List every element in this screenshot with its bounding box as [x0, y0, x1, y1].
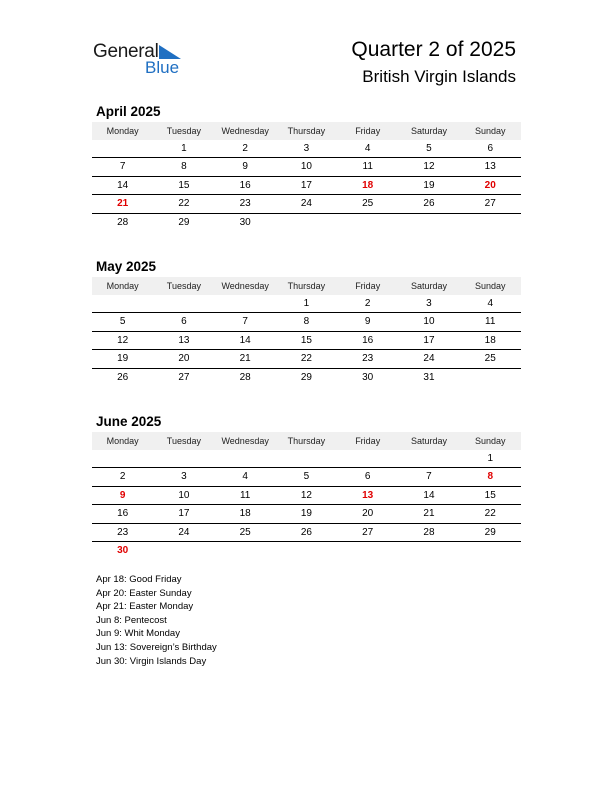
- day-cell: 8: [303, 316, 310, 328]
- day-cell: [153, 450, 214, 467]
- day-cell: 24: [178, 526, 190, 538]
- month-june: [92, 412, 521, 559]
- day-cell: 21: [239, 353, 251, 365]
- day-cell: [398, 542, 459, 559]
- day-cell: 5: [303, 471, 310, 483]
- week-row: [92, 295, 521, 313]
- day-cell: 29: [484, 526, 496, 538]
- month-title: April 2025: [96, 104, 161, 119]
- day-cell: 23: [239, 198, 251, 210]
- holiday-note: Apr 20: Easter Sunday: [96, 587, 192, 599]
- weekday-label: Friday: [355, 281, 381, 291]
- day-cell: 6: [181, 316, 187, 328]
- day-cell: 19: [300, 508, 312, 520]
- day-cell: [153, 295, 214, 312]
- day-cell: [215, 295, 276, 312]
- day-cell: 21: [423, 508, 435, 520]
- holiday-notes: [96, 573, 217, 668]
- page-subtitle: British Virgin Islands: [362, 67, 516, 86]
- day-cell: 13: [484, 161, 496, 173]
- day-cell: 29: [300, 371, 312, 383]
- holiday-note: Apr 18: Good Friday: [96, 574, 182, 585]
- day-cell: [92, 295, 153, 312]
- day-cell: 29: [178, 216, 190, 228]
- day-cell: 10: [300, 161, 312, 173]
- day-cell: 18: [239, 508, 251, 520]
- day-cell: 24: [423, 353, 435, 365]
- month-weeks: [92, 450, 521, 559]
- day-cell: 18: [484, 334, 496, 346]
- day-cell: [276, 542, 337, 559]
- day-cell: 14: [239, 334, 251, 346]
- holiday-note: Apr 21: Easter Monday: [96, 601, 194, 613]
- day-cell: 6: [487, 143, 493, 154]
- month-weeks: [92, 140, 521, 231]
- day-cell: 30: [239, 216, 251, 228]
- day-cell: 19: [423, 179, 435, 191]
- day-cell: 12: [117, 334, 129, 346]
- month-april: [92, 102, 521, 231]
- week-row: [92, 177, 521, 195]
- day-cell: 7: [119, 161, 126, 173]
- week-row: [92, 487, 521, 505]
- weekday-label: Monday: [106, 126, 139, 136]
- holiday-note: Jun 13: Sovereign’s Birthday: [96, 641, 217, 653]
- day-cell: 1: [181, 143, 187, 154]
- day-cell: 19: [117, 353, 129, 365]
- weekday-label: Friday: [355, 126, 381, 136]
- day-cell: 4: [364, 143, 371, 154]
- month-title: June 2025: [96, 414, 162, 429]
- weekday-label: Monday: [106, 436, 139, 446]
- day-cell: 13: [362, 489, 374, 501]
- day-cell: [460, 369, 521, 386]
- day-cell: [460, 542, 521, 559]
- day-cell: 27: [484, 198, 496, 210]
- holiday-note: Jun 9: Whit Monday: [96, 628, 180, 640]
- weekday-label: Sunday: [474, 436, 506, 446]
- day-cell: 15: [300, 334, 312, 346]
- week-row: [92, 158, 521, 176]
- day-cell: 27: [178, 371, 190, 383]
- day-cell: [337, 214, 398, 231]
- weekday-label: Tuesday: [166, 281, 201, 291]
- day-cell: 5: [119, 316, 126, 328]
- day-cell: 30: [362, 371, 374, 383]
- day-cell: 18: [362, 179, 374, 191]
- day-cell: 23: [117, 526, 129, 538]
- day-cell: [215, 542, 276, 559]
- day-cell: 4: [242, 471, 248, 483]
- week-row: [92, 524, 521, 542]
- day-cell: 22: [484, 508, 496, 520]
- week-row: [92, 332, 521, 350]
- day-cell: 20: [178, 353, 190, 365]
- week-row: [92, 350, 521, 368]
- day-cell: 17: [423, 334, 435, 346]
- day-cell: 14: [423, 489, 435, 501]
- day-cell: [92, 140, 153, 157]
- day-cell: 17: [178, 508, 190, 520]
- day-cell: 9: [364, 316, 371, 328]
- day-cell: 26: [300, 526, 312, 538]
- day-cell: 17: [300, 179, 312, 191]
- day-cell: [398, 214, 459, 231]
- day-cell: 15: [178, 179, 190, 191]
- weekday-label: Tuesday: [166, 436, 201, 446]
- page-title: Quarter 2 of 2025: [351, 38, 516, 61]
- day-cell: [337, 450, 398, 467]
- day-cell: 10: [423, 316, 435, 328]
- day-cell: [460, 214, 521, 231]
- weekday-label: Saturday: [410, 126, 447, 136]
- day-cell: 16: [239, 179, 251, 191]
- logo-text-blue: Blue: [145, 58, 180, 77]
- day-cell: [92, 450, 153, 467]
- day-cell: 4: [487, 298, 493, 309]
- day-cell: 14: [117, 179, 129, 191]
- week-row: [92, 369, 521, 386]
- weekday-label: Sunday: [474, 126, 506, 136]
- day-cell: 5: [426, 143, 432, 154]
- day-cell: 12: [423, 161, 435, 173]
- day-cell: 7: [242, 316, 248, 328]
- day-cell: 28: [117, 216, 129, 228]
- day-cell: 11: [239, 489, 251, 501]
- day-cell: 24: [300, 198, 312, 210]
- logo-triangle-icon: [159, 45, 181, 59]
- weekday-header: [92, 122, 521, 140]
- week-row: [92, 313, 521, 331]
- day-cell: 28: [239, 371, 251, 383]
- day-cell: 31: [423, 371, 435, 383]
- day-cell: 13: [178, 334, 190, 346]
- day-cell: 2: [364, 298, 371, 309]
- day-cell: 26: [423, 198, 435, 210]
- day-cell: 28: [423, 526, 435, 538]
- day-cell: 12: [300, 489, 312, 501]
- weekday-label: Wednesday: [221, 281, 269, 291]
- week-row: [92, 140, 521, 158]
- day-cell: 9: [242, 161, 248, 173]
- weekday-label: Tuesday: [166, 126, 201, 136]
- weekday-label: Wednesday: [221, 436, 269, 446]
- day-cell: 30: [117, 544, 129, 556]
- day-cell: [276, 214, 337, 231]
- day-cell: 22: [300, 353, 312, 365]
- day-cell: [398, 450, 459, 467]
- day-cell: 22: [178, 198, 190, 210]
- logo-text-general: General: [93, 41, 159, 62]
- weekday-label: Thursday: [287, 126, 326, 136]
- weekday-label: Thursday: [287, 281, 326, 291]
- day-cell: 3: [303, 143, 310, 154]
- week-row: [92, 195, 521, 213]
- day-cell: 6: [364, 471, 371, 483]
- day-cell: 8: [487, 471, 493, 483]
- day-cell: 9: [119, 489, 126, 501]
- day-cell: [215, 450, 276, 467]
- week-row: [92, 468, 521, 486]
- day-cell: 20: [484, 179, 496, 191]
- day-cell: 8: [181, 161, 187, 173]
- day-cell: 20: [362, 508, 374, 520]
- month-may: [92, 257, 521, 386]
- day-cell: 3: [181, 471, 187, 483]
- day-cell: 16: [362, 334, 374, 346]
- day-cell: [337, 542, 398, 559]
- holiday-note: Jun 30: Virgin Islands Day: [96, 655, 207, 667]
- day-cell: 2: [119, 471, 126, 483]
- logo: [93, 40, 193, 80]
- day-cell: [153, 542, 214, 559]
- weekday-header: [92, 277, 521, 295]
- day-cell: 16: [117, 508, 129, 520]
- week-row: [92, 542, 521, 559]
- day-cell: 25: [362, 198, 374, 210]
- day-cell: 7: [426, 471, 432, 483]
- day-cell: 1: [303, 298, 310, 309]
- day-cell: 1: [487, 453, 493, 464]
- weekday-label: Friday: [355, 436, 381, 446]
- week-row: [92, 214, 521, 231]
- day-cell: 10: [178, 489, 190, 501]
- month-weeks: [92, 295, 521, 386]
- weekday-label: Thursday: [287, 436, 326, 446]
- weekday-label: Sunday: [474, 281, 506, 291]
- day-cell: 11: [362, 161, 373, 173]
- day-cell: 2: [242, 143, 248, 154]
- day-cell: 27: [362, 526, 374, 538]
- week-row: [92, 505, 521, 523]
- month-title: May 2025: [96, 259, 157, 274]
- week-row: [92, 450, 521, 468]
- weekday-label: Monday: [106, 281, 139, 291]
- weekday-label: Wednesday: [221, 126, 269, 136]
- day-cell: [276, 450, 337, 467]
- day-cell: 21: [117, 198, 129, 210]
- day-cell: 15: [484, 489, 496, 501]
- day-cell: 23: [362, 353, 374, 365]
- day-cell: 26: [117, 371, 129, 383]
- holiday-note: Jun 8: Pentecost: [96, 614, 167, 626]
- day-cell: 11: [485, 316, 496, 328]
- day-cell: 25: [239, 526, 251, 538]
- weekday-header: [92, 432, 521, 450]
- weekday-label: Saturday: [410, 436, 447, 446]
- day-cell: 25: [484, 353, 496, 365]
- day-cell: 3: [426, 298, 432, 309]
- weekday-label: Saturday: [410, 281, 447, 291]
